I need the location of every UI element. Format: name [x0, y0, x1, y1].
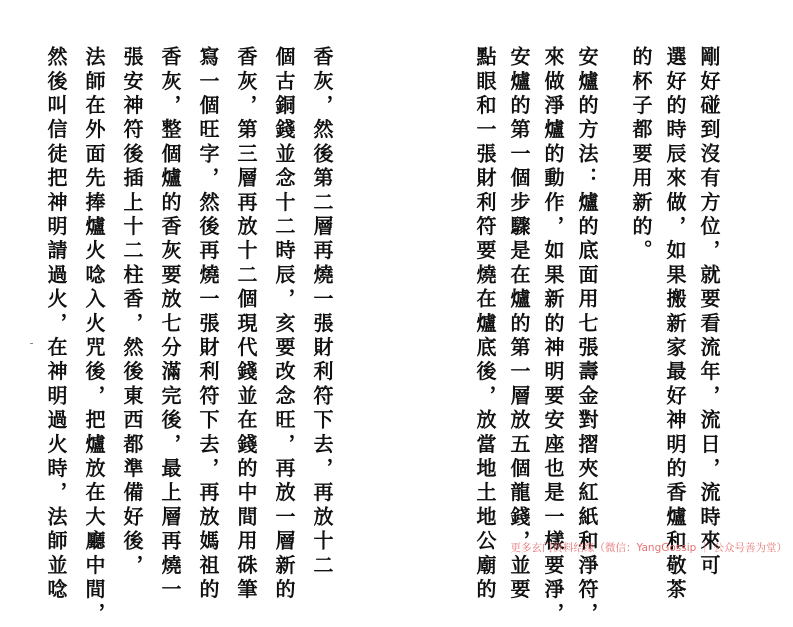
- text-column: 香灰，然後第二層再燒一張財利符下去，再放十二: [310, 46, 334, 579]
- text-column: 的杯子都要用新的。: [629, 46, 653, 264]
- footer-watermark: 更多玄门资料结缘（微信：YangGossip ｜ 公众号善为堂）: [510, 542, 787, 554]
- text-column: 剛好碰到沒有方位，就要看流年，流日，流時來可: [697, 46, 721, 579]
- scan-mark: [30, 343, 33, 344]
- text-column: 香灰，第三層再放十二個現代錢並在錢的中間用硃筆: [234, 46, 258, 603]
- text-column: 個古銅錢並念十二時辰，亥要改念旺，再放一層新的: [272, 46, 296, 603]
- text-column: 然後叫信徒把神明請過火，在神明過火時，法師並唸: [44, 46, 68, 603]
- text-column: 點眼和一張財利符要燒在爐底後，放當地土地公廟的: [473, 46, 497, 603]
- right-page: [397, 0, 793, 627]
- left-page: [0, 0, 396, 627]
- text-column: 香灰，整個爐的香灰要放七分滿完後，最上層再燒一: [158, 46, 182, 603]
- text-column: 安爐的第一個步驟是在爐的第一層放五個龍錢，並要: [507, 46, 531, 603]
- text-column: 來做淨爐的動作，如果新的神明要安座也是一樣要淨，: [541, 46, 565, 627]
- text-column: 法師在外面先捧爐火唸入火咒後，把爐放在大廳中間，: [82, 46, 106, 627]
- text-column: 張安神符後插上十二柱香，然後東西都準備好後，: [120, 46, 144, 579]
- text-column: 安爐的方法：爐的底面用七張壽金對摺夾紅紙和淨符，: [575, 46, 599, 627]
- text-column: 寫一個旺字，然後再燒一張財利符下去，再放媽祖的: [196, 46, 220, 603]
- text-column: 選好的時辰來做，如果搬新家最好神明的香爐和敬茶: [663, 46, 687, 603]
